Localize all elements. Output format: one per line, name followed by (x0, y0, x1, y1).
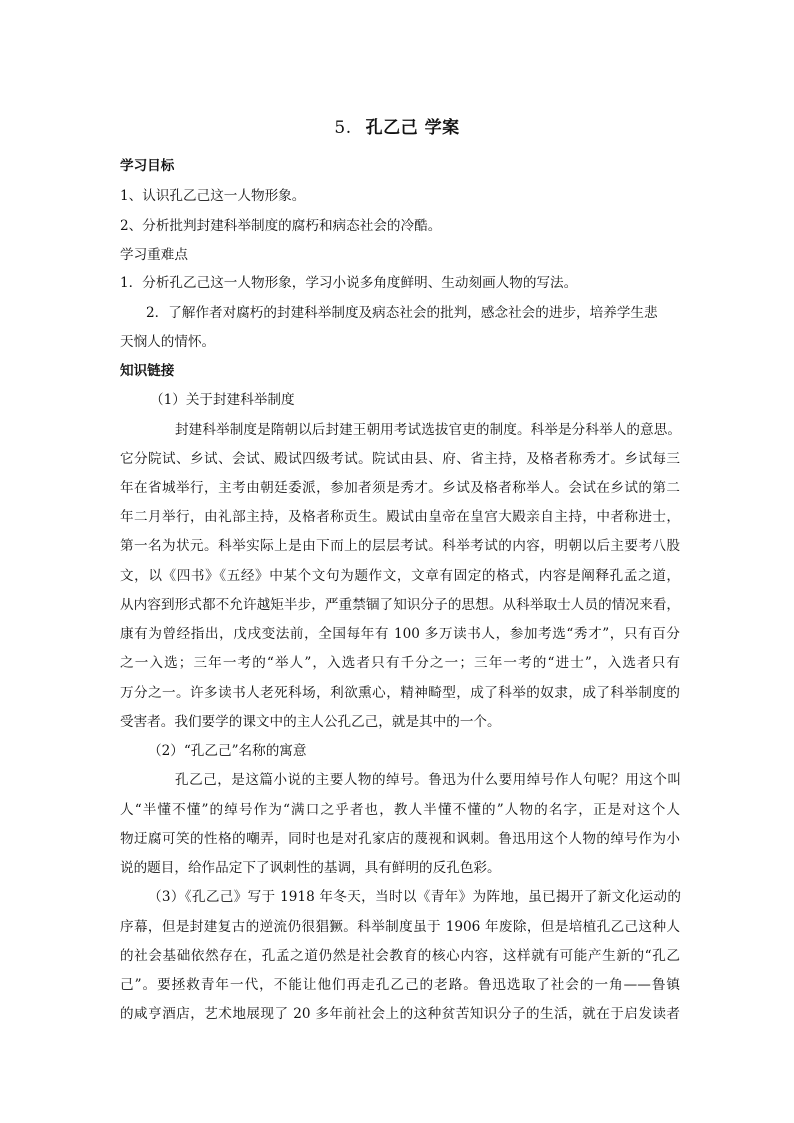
paragraph-line: 文，以《四书》《五经》中某个文句为题作文，文章有固定的格式，内容是阐释孔孟之道， (120, 568, 680, 584)
title-text: 孔乙己 学案 (365, 118, 460, 138)
paragraph-line: 从内容到形式都不允许越矩半步，严重禁锢了知识分子的思想。从科举取士人员的情况来看， (120, 597, 680, 613)
paragraph-line: 万分之一。许多读书人老死科场，利欲熏心，精神畸型，成了科举的奴隶，成了科举制度的 (120, 685, 680, 701)
paragraph-line: 的咸亨酒店，艺术地展现了 20 多年前社会上的这种贫苦知识分子的生活，就在于启发读者 (120, 1006, 680, 1022)
goal-item: 1、认识孔乙己这一人物形象。 (120, 188, 306, 204)
page-title (0, 113, 794, 138)
paragraph-line: 的社会基础依然存在，孔孟之道仍然是社会教育的核心内容，这样就有可能产生新的“孔乙 (120, 948, 680, 964)
paragraph-line: （3）《孔乙己》写于 1918 年冬天，当时以《青年》为阵地，虽已揭开了新文化运动的 (148, 889, 681, 905)
subsection-title: （2）“孔乙己”名称的寓意 (148, 743, 307, 759)
paragraph-line: 序幕，但是封建复古的逆流仍很猖獗。科举制度虽于 1906 年废除，但是培植孔乙己这种人 (120, 919, 680, 935)
key-point-item: 1．分析孔乙己这一人物形象，学习小说多角度鲜明、生动刻画人物的写法。 (120, 275, 578, 291)
paragraph-line: 受害者。我们要学的课文中的主人公孔乙己，就是其中的一个。 (120, 714, 501, 730)
paragraph-line: 己”。要拯救青年一代，不能让他们再走孔乙己的老路。鲁迅选取了社会的一角——鲁镇 (120, 977, 680, 993)
paragraph-line: 物迂腐可笑的性格的嘲弄，同时也是对孔家店的蔑视和讽刺。鲁迅用这个人物的绰号作为小 (120, 831, 680, 847)
paragraph-line: 孔乙己，是这篇小说的主要人物的绰号。鲁迅为什么要用绰号作人句呢？用这个叫 (175, 772, 681, 788)
paragraph-line: 年在省城举行，主考由朝廷委派，参加者须是秀才。乡试及格者称举人。会试在乡试的第二 (120, 480, 680, 496)
paragraph-line: 第一名为状元。科举实际上是由下而上的层层考试。科举考试的内容，明朝以后主要考八股 (120, 538, 680, 554)
subsection-title: （1）关于封建科举制度 (150, 392, 295, 408)
paragraph-line: 人“半懂不懂”的绰号作为“满口之乎者也，教人半懂不懂的”人物的名字，正是对这个人 (120, 802, 680, 818)
paragraph-line: 说的题目，给作品定下了讽刺性的基调，具有鲜明的反孔色彩。 (120, 860, 501, 876)
paragraph-line: 它分院试、乡试、会试、殿试四级考试。院试由县、府、省主持，及格者称秀才。乡试每三 (120, 451, 680, 467)
paragraph-line: 年二月举行，由礼部主持，及格者称贡生。殿试由皇帝在皇宫大殿亲自主持，中者称进士， (120, 509, 680, 525)
paragraph-line: 康有为曾经指出，戊戌变法前，全国每年有 100 多万读书人，参加考选“秀才”，只有百分 (120, 626, 680, 642)
paragraph-line: 封建科举制度是隋朝以后封建王朝用考试选拔官吏的制度。科举是分科举人的意思。 (175, 422, 681, 438)
goal-item: 2、分析批判封建科举制度的腐朽和病态社会的冷酷。 (120, 218, 442, 234)
key-point-item-cont: 天悯人的情怀。 (120, 334, 216, 350)
paragraph-line: 之一入选；三年一考的“举人”，入选者只有千分之一；三年一考的“进士”，入选者只有 (120, 655, 680, 671)
goals-heading: 学习目标 (120, 158, 175, 174)
knowledge-heading: 知识链接 (120, 363, 175, 379)
title-number: 5. (334, 118, 352, 138)
key-point-item: 2．了解作者对腐朽的封建科举制度及病态社会的批判，感念社会的进步，培养学生悲 (146, 305, 658, 321)
key-points-heading: 学习重难点 (120, 247, 188, 263)
